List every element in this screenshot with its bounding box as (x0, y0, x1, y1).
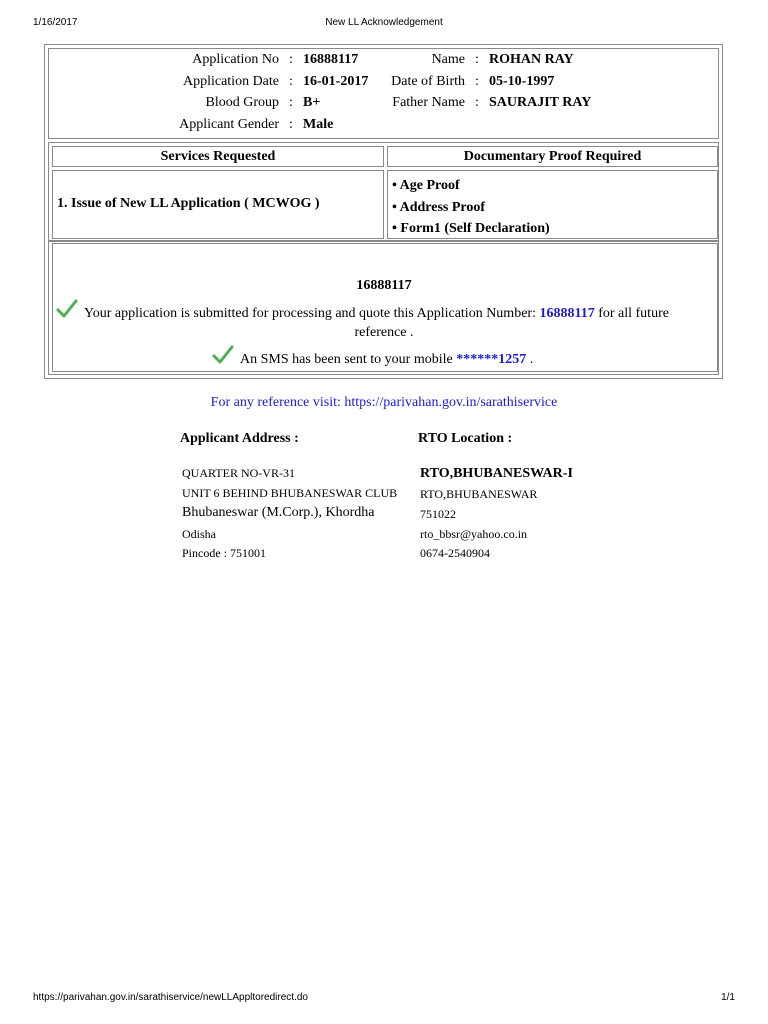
blood-group-label: Blood Group (205, 95, 279, 110)
proof-header: Documentary Proof Required (387, 146, 718, 167)
rto-phone: 0674-2540904 (420, 546, 490, 560)
applicant-address-line: QUARTER NO-VR-31 (182, 466, 295, 480)
submission-message-end: for all future (598, 306, 669, 321)
print-date: 1/16/2017 (33, 17, 78, 28)
print-title: New LL Acknowledgement (325, 17, 443, 28)
check-icon (56, 299, 78, 319)
check-icon (212, 345, 234, 365)
rto-name: RTO,BHUBANESWAR-I (420, 466, 573, 481)
father-name-label: Father Name (392, 95, 465, 110)
colon: : (289, 117, 293, 132)
proof-item: • Form1 (Self Declaration) (392, 221, 550, 236)
application-date-label: Application Date (182, 74, 279, 89)
applicant-address-line: Odisha (182, 527, 216, 541)
father-name-value: SAURAJIT RAY (489, 95, 592, 110)
application-no-value: 16888117 (303, 52, 359, 67)
colon: : (289, 52, 293, 67)
colon: : (475, 52, 479, 67)
service-cell (52, 170, 384, 239)
gender-label: Applicant Gender (179, 117, 279, 132)
colon: : (289, 74, 293, 89)
dob-label: Date of Birth (391, 74, 465, 89)
service-item: 1. Issue of New LL Application ( MCWOG ) (57, 196, 320, 211)
rto-address-line: RTO,BHUBANESWAR (420, 487, 538, 501)
print-url: https://parivahan.gov.in/sarathiservice/newLLAppltoredirect.do (33, 992, 308, 1003)
sms-message: An SMS has been sent to your mobile (240, 352, 453, 367)
sms-message-end: . (529, 352, 534, 367)
services-header: Services Requested (52, 146, 384, 167)
applicant-info-box (48, 48, 719, 139)
sms-mobile: ******1257 (456, 352, 527, 367)
application-date-value: 16-01-2017 (303, 74, 369, 89)
name-value: ROHAN RAY (489, 52, 574, 67)
proof-cell (387, 170, 718, 239)
reference-link[interactable]: For any reference visit: https://parivahan.gov.in/sarathiservice (210, 395, 558, 410)
name-label: Name (431, 52, 465, 67)
colon: : (475, 95, 479, 110)
submission-message-cont: reference . (354, 325, 414, 340)
proof-item: • Address Proof (392, 199, 486, 215)
applicant-pincode: Pincode : 751001 (182, 546, 266, 560)
applicant-address-heading: Applicant Address : (180, 431, 299, 446)
confirmation-number: 16888117 (356, 278, 412, 293)
proof-item: • Age Proof (392, 178, 460, 193)
print-footer (0, 992, 768, 1006)
applicant-address-line: UNIT 6 BEHIND BHUBANESWAR CLUB (182, 486, 398, 500)
rto-email: rto_bbsr@yahoo.co.in (420, 527, 528, 541)
colon: : (289, 95, 293, 110)
submission-message: Your application is submitted for processing and quote this Application Number: (84, 306, 536, 321)
dob-value: 05-10-1997 (489, 74, 555, 89)
application-no-label: Application No (192, 52, 279, 67)
print-page-number: 1/1 (721, 992, 735, 1003)
applicant-address-line: Bhubaneswar (M.Corp.), Khordha (182, 505, 375, 520)
gender-value: Male (303, 117, 334, 132)
colon: : (475, 74, 479, 89)
blood-group-value: B+ (303, 95, 321, 110)
print-header (0, 17, 768, 31)
submission-number: 16888117 (539, 306, 595, 321)
rto-location-heading: RTO Location : (418, 431, 513, 446)
rto-pincode: 751022 (420, 507, 456, 521)
